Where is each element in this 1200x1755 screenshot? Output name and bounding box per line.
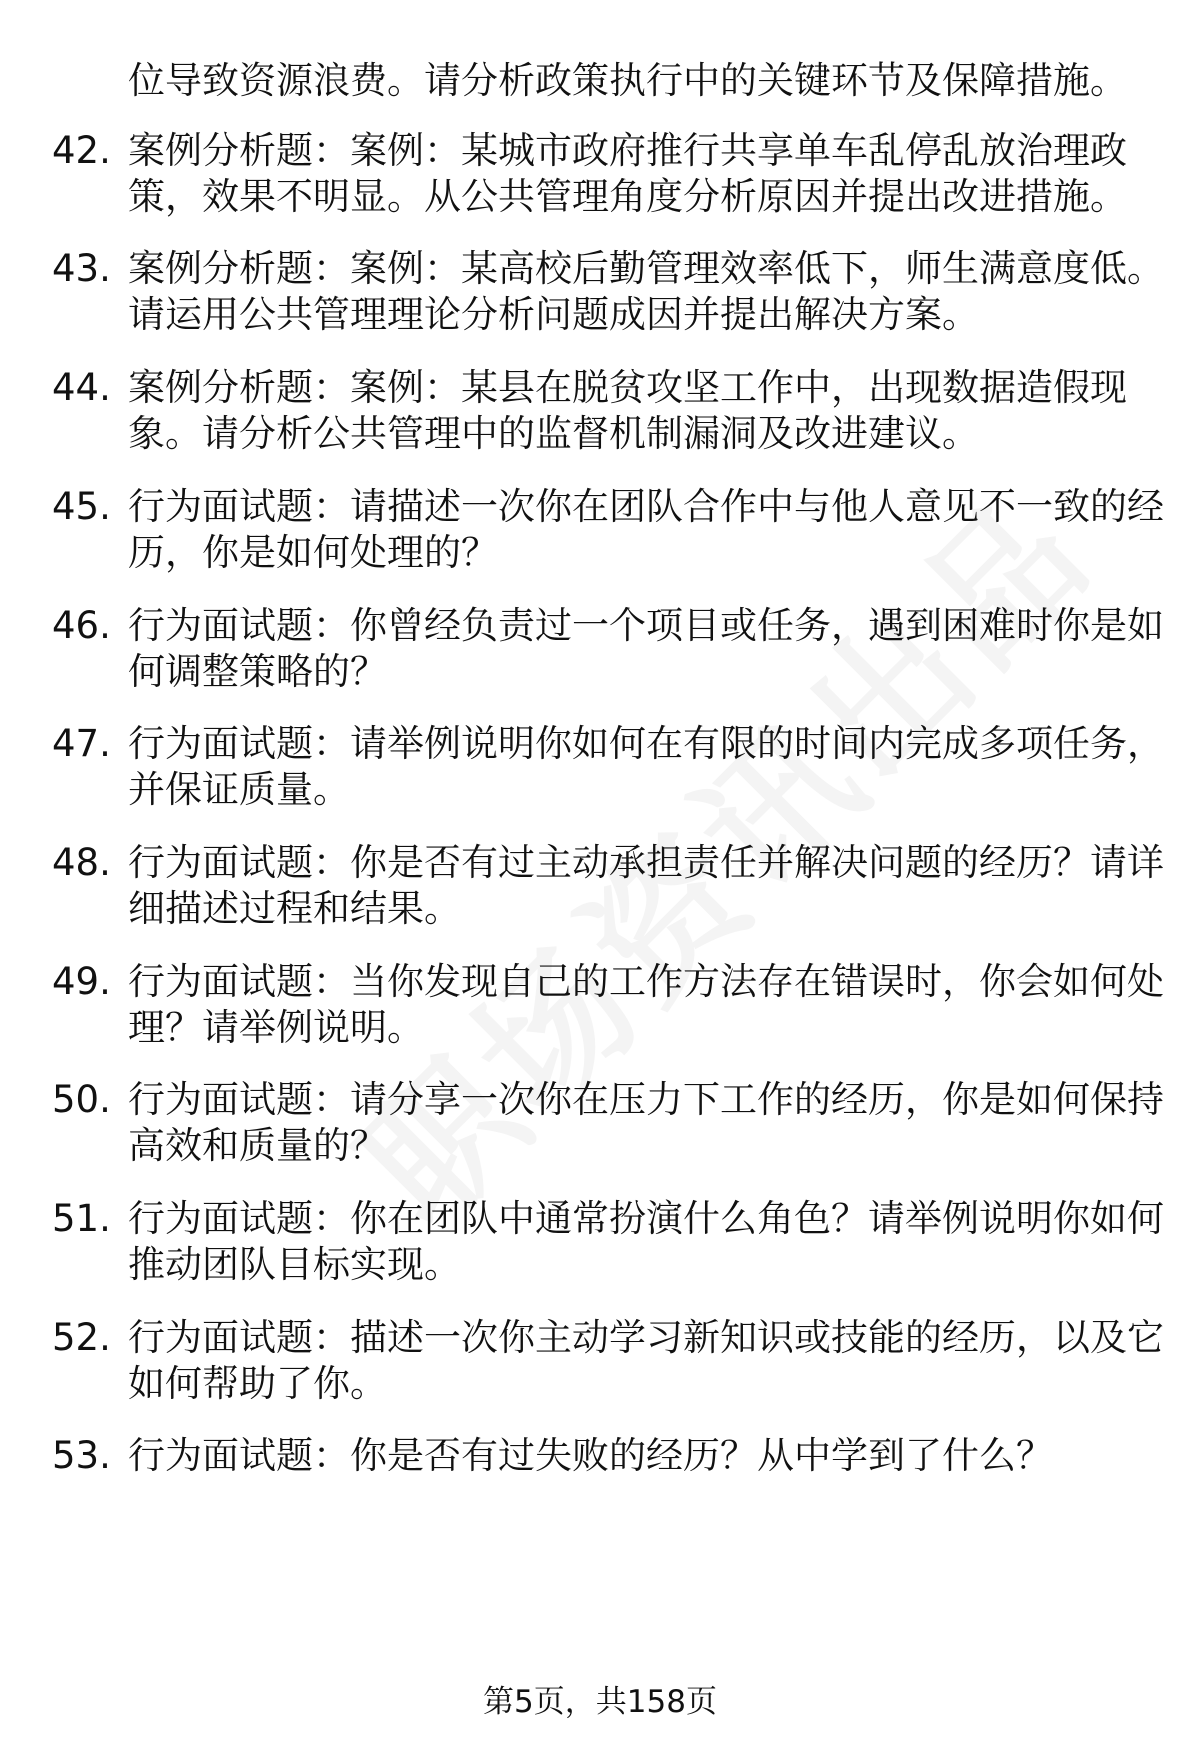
question-text-line: 细描述过程和结果。 bbox=[128, 887, 461, 930]
question-text-line: 行为面试题：当你发现自己的工作方法存在错误时，你会如何处 bbox=[128, 960, 1164, 1003]
question-text-line: 如何帮助了你。 bbox=[128, 1362, 387, 1405]
question-number: 48. bbox=[52, 841, 111, 884]
question-number: 42. bbox=[52, 129, 111, 172]
question-text-line: 理？请举例说明。 bbox=[128, 1006, 424, 1049]
question-number: 52. bbox=[52, 1316, 111, 1359]
question-text-line: 行为面试题：描述一次你主动学习新知识或技能的经历，以及它 bbox=[128, 1316, 1164, 1359]
question-text-line: 历，你是如何处理的？ bbox=[128, 531, 498, 574]
question-text-line: 行为面试题：请描述一次你在团队合作中与他人意见不一致的经 bbox=[128, 485, 1164, 528]
question-number: 51. bbox=[52, 1197, 111, 1240]
question-number: 53. bbox=[52, 1434, 111, 1477]
continuation-text: 位导致资源浪费。请分析政策执行中的关键环节及保障措施。 bbox=[128, 59, 1127, 102]
question-text-line: 高效和质量的？ bbox=[128, 1124, 387, 1167]
question-text-line: 并保证质量。 bbox=[128, 768, 350, 811]
question-text-line: 行为面试题：你在团队中通常扮演什么角色？请举例说明你如何 bbox=[128, 1197, 1164, 1240]
question-text-line: 行为面试题：你是否有过失败的经历？从中学到了什么？ bbox=[128, 1434, 1053, 1477]
question-text-line: 行为面试题：你曾经负责过一个项目或任务，遇到困难时你是如 bbox=[128, 604, 1164, 647]
question-text-line: 象。请分析公共管理中的监督机制漏洞及改进建议。 bbox=[128, 412, 979, 455]
question-number: 46. bbox=[52, 604, 111, 647]
question-text-line: 行为面试题：请举例说明你如何在有限的时间内完成多项任务， bbox=[128, 722, 1164, 765]
question-text-line: 策，效果不明显。从公共管理角度分析原因并提出改进措施。 bbox=[128, 175, 1127, 218]
question-text-line: 行为面试题：请分享一次你在压力下工作的经历，你是如何保持 bbox=[128, 1078, 1164, 1121]
question-number: 44. bbox=[52, 366, 111, 409]
question-text-line: 何调整策略的？ bbox=[128, 650, 387, 693]
question-number: 49. bbox=[52, 960, 111, 1003]
question-number: 47. bbox=[52, 722, 111, 765]
page-footer: 第5页，共158页 bbox=[483, 1684, 717, 1720]
question-text-line: 案例分析题：案例：某高校后勤管理效率低下，师生满意度低。 bbox=[128, 247, 1164, 290]
question-text-line: 行为面试题：你是否有过主动承担责任并解决问题的经历？请详 bbox=[128, 841, 1164, 884]
question-text-line: 案例分析题：案例：某县在脱贫攻坚工作中，出现数据造假现 bbox=[128, 366, 1127, 409]
question-number: 45. bbox=[52, 485, 111, 528]
question-text-line: 推动团队目标实现。 bbox=[128, 1243, 461, 1286]
question-text-line: 案例分析题：案例：某城市政府推行共享单车乱停乱放治理政 bbox=[128, 129, 1127, 172]
question-text-line: 请运用公共管理理论分析问题成因并提出解决方案。 bbox=[128, 293, 979, 336]
question-number: 50. bbox=[52, 1078, 111, 1121]
question-number: 43. bbox=[52, 247, 111, 290]
